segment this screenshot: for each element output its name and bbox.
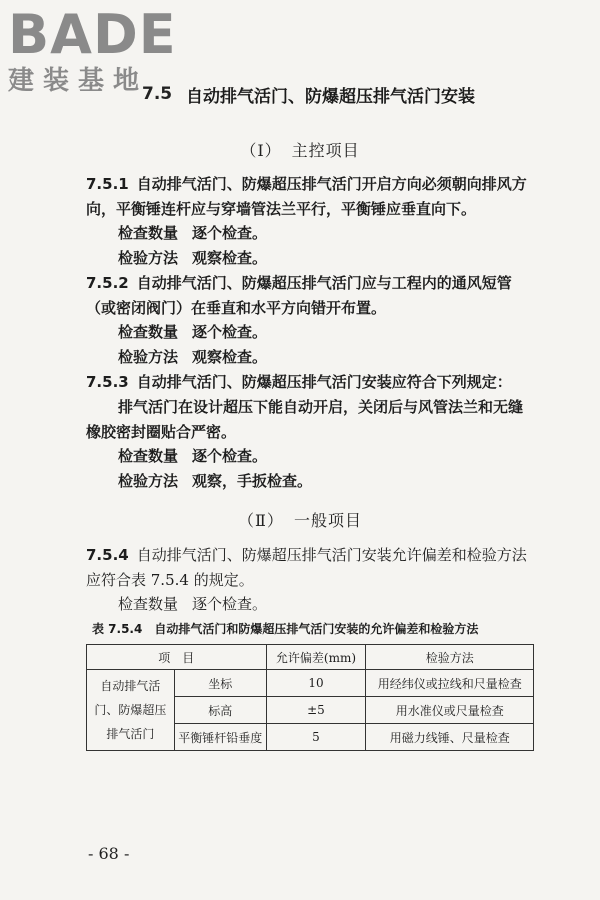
check-qty-value: 逐个检查。 — [192, 323, 268, 341]
check-qty-line — [118, 320, 267, 345]
row-item: 平衡锤杆铅垂度 — [174, 724, 266, 751]
header-tolerance: 允许偏差(mm) — [266, 645, 366, 670]
clause-number: 7.5.1 — [86, 175, 129, 193]
group-label: 自动排气活门、防爆超压排气活门 — [87, 670, 175, 751]
clause-text: 自动排气活门、防爆超压排气活门安装允许偏差和检验方法应符合表 7.5.4 的规定。 — [86, 546, 527, 589]
header-item: 项 目 — [87, 645, 267, 670]
check-qty-label: 检查数量 — [118, 447, 179, 465]
table-header-row — [87, 645, 534, 670]
check-qty-line — [118, 221, 267, 246]
clause-7-5-2 — [86, 271, 536, 321]
check-qty-line — [118, 592, 267, 617]
check-qty-label: 检查数量 — [118, 224, 179, 242]
clause-text: 自动排气活门、防爆超压排气活门应与工程内的通风短管（或密闭阀门）在垂直和水平方向错开布置。 — [86, 274, 512, 317]
clause-7-5-4 — [86, 543, 536, 593]
row-method: 用磁力线锤、尺量检查 — [366, 724, 534, 751]
clause-7-5-1 — [86, 172, 536, 222]
general-items-heading — [0, 508, 600, 531]
clause-7-5-3 — [86, 370, 536, 395]
table-row — [87, 670, 534, 697]
check-qty-label: 检查数量 — [118, 595, 179, 613]
row-tolerance: ±5 — [266, 697, 366, 724]
row-tolerance: 10 — [266, 670, 366, 697]
clause-number: 7.5.2 — [86, 274, 129, 292]
section-title: 自动排气活门、防爆超压排气活门安装 — [186, 87, 475, 107]
check-method-value: 观察，手扳检查。 — [192, 472, 313, 490]
watermark-brand: BADE — [8, 3, 177, 66]
table-number: 表 7.5.4 — [92, 622, 143, 636]
check-qty-value: 逐个检查。 — [192, 224, 268, 242]
watermark-subtitle: 建装基地 — [8, 66, 149, 96]
check-qty-value: 逐个检查。 — [192, 595, 268, 613]
general-items-heading-text: 一般项目 — [293, 511, 362, 530]
header-method: 检验方法 — [366, 645, 534, 670]
check-method-line — [118, 345, 267, 370]
page-number: - 68 - — [88, 844, 130, 863]
general-items-roman: （Ⅱ） — [238, 511, 284, 530]
row-tolerance: 5 — [266, 724, 366, 751]
check-qty-label: 检查数量 — [118, 323, 179, 341]
clause-7-5-3-requirement: 排气活门在设计超压下能自动开启，关闭后与风管法兰和无缝橡胶密封圈贴合严密。 — [86, 398, 524, 441]
table-title: 自动排气活门和防爆超压排气活门安装的允许偏差和检验方法 — [154, 622, 479, 636]
main-items-heading-text: 主控项目 — [291, 141, 360, 160]
watermark-logo — [8, 3, 178, 96]
clause-number: 7.5.3 — [86, 373, 129, 391]
main-items-heading — [0, 138, 600, 161]
check-method-label: 检验方法 — [118, 348, 179, 366]
table-caption — [92, 620, 542, 637]
row-method: 用水准仪或尺量检查 — [366, 697, 534, 724]
row-item: 坐标 — [174, 670, 266, 697]
row-item: 标高 — [174, 697, 266, 724]
check-method-line — [118, 246, 267, 271]
clause-text: 自动排气活门、防爆超压排气活门安装应符合下列规定： — [136, 373, 512, 391]
section-number: 7.5 — [142, 84, 173, 104]
check-method-value: 观察检查。 — [192, 249, 268, 267]
check-method-value: 观察检查。 — [192, 348, 268, 366]
main-items-roman: （Ⅰ） — [240, 141, 282, 160]
clause-number: 7.5.4 — [86, 546, 129, 564]
clause-text: 自动排气活门、防爆超压排气活门开启方向必须朝向排风方向，平衡锤连杆应与穿墙管法兰平行，平衡锤应垂直向下。 — [86, 175, 527, 218]
tolerance-table — [86, 644, 534, 751]
check-method-label: 检验方法 — [118, 472, 179, 490]
check-method-label: 检验方法 — [118, 249, 179, 267]
check-qty-line — [118, 444, 267, 469]
check-method-line — [118, 469, 312, 494]
row-method: 用经纬仪或拉线和尺量检查 — [366, 670, 534, 697]
check-qty-value: 逐个检查。 — [192, 447, 268, 465]
